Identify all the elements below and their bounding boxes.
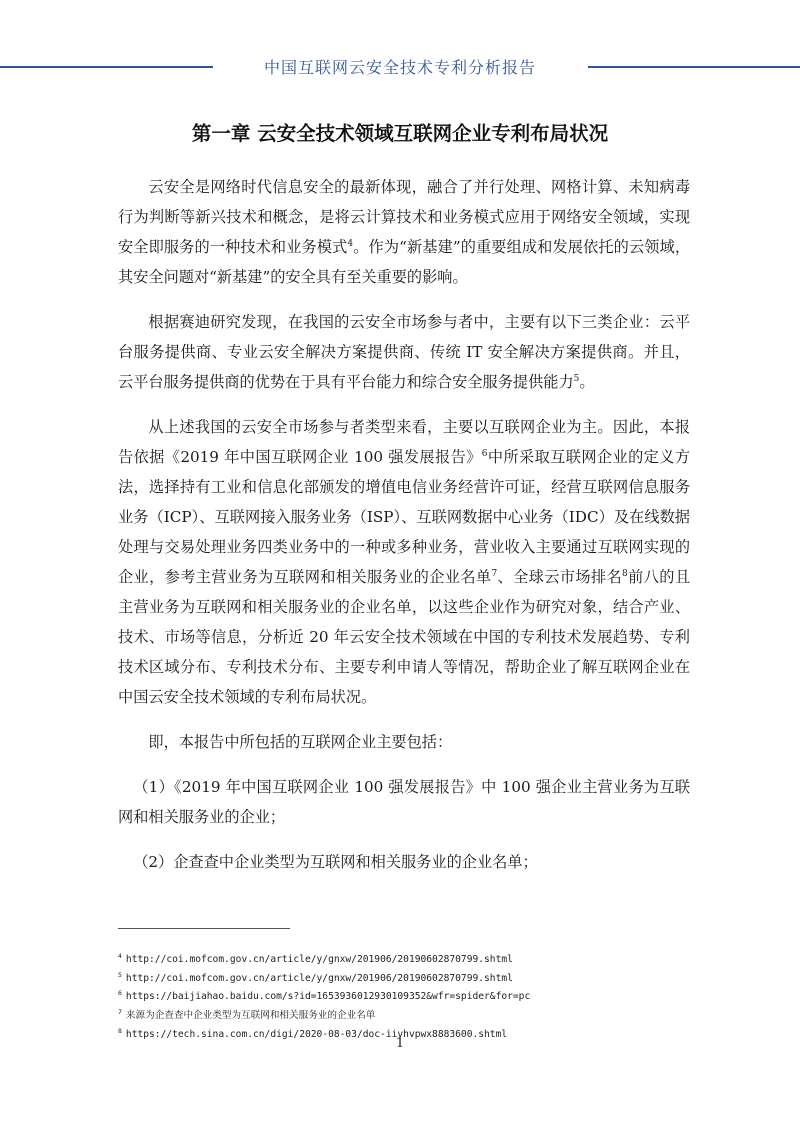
paragraph — [118, 727, 690, 757]
body-text — [118, 172, 690, 892]
footnote-text: http://coi.mofcom.gov.cn/article/y/gnxw/201906/20190602870799.shtml — [125, 954, 513, 966]
paragraph-text: 、全球云市场排名 — [497, 568, 623, 586]
footnote-mark: 5 — [118, 970, 122, 979]
paragraph-text: 云安全是网络时代信息安全的最新体现，融合了并行处理、网格计算、未知病毒行为判断等新兴技术和概念，是将云计算技术和业务模式应用于网络安全领域，实现安全即服务的一种技术和业务模式 — [118, 178, 690, 256]
paragraph-text: 从上述我国的云安全市场参与者类型来看，主要以互联网企业为主。因此，本报告依据《2019 年中国互联网企业 100 强发展报告》 — [118, 418, 690, 466]
paragraph-text: 根据赛迪研究发现，在我国的云安全市场参与者中，主要有以下三类企业：云平台服务提供商、专业云安全解决方案提供商、传统 IT 安全解决方案提供商。并且，云平台服务提供商的优势在于具有平台能力和综合安全服务提供能力 — [118, 313, 690, 391]
paragraph-text: 即，本报告中所包括的互联网企业主要包括： — [148, 733, 453, 751]
footnote-text: https://baijiahao.baidu.com/s?id=1653936012930109352&wfr=spider&for=pc — [125, 991, 531, 1003]
header-title: 中国互联网云安全技术专利分析报告 — [263, 58, 536, 77]
footnote-ref: 7 — [491, 568, 498, 579]
footnote-text: 来源为企查查中企业类型为互联网和相关服务业的企业名单 — [125, 1010, 376, 1022]
footnote-ref: 6 — [481, 448, 488, 459]
footnote-ref: 4 — [347, 238, 354, 249]
footnote-separator — [118, 928, 290, 929]
footnotes — [118, 949, 718, 1042]
chapter-title: 第一章 云安全技术领域互联网企业专利布局状况 — [191, 122, 609, 145]
footnote-mark: 6 — [118, 989, 122, 998]
paragraph-text: 中所采取互联网企业的定义方法，选择持有工业和信息化部颁发的增值电信业务经营许可证，经营互联网信息服务业务（ICP）、互联网接入服务业务（ISP）、互联网数据中心业务（IDC）及在线数据处理与交易处理业务四类业务中的一种或多种业务，营业收入主要通过互联网实现的企业，参考主营业务为互联网和相关服务业的企业名单 — [118, 448, 691, 586]
paragraph — [118, 307, 690, 397]
footnote-text: https://tech.sina.com.cn/digi/2020-08-03/doc-iivhvpwx8883600.shtml — [125, 1028, 508, 1040]
page-number: 1 — [395, 1036, 405, 1051]
footnote-mark: 4 — [118, 952, 122, 960]
footnote-mark: 7 — [118, 1008, 122, 1017]
list-item-text: （1）《2019 年中国互联网企业 100 强发展报告》中 100 强企业主营业务为互联网和相关服务业的企业； — [118, 778, 690, 826]
footnote-ref: 8 — [622, 568, 628, 579]
footnote-mark: 8 — [118, 1026, 122, 1035]
paragraph-text: 。 — [579, 373, 595, 391]
header-rule-right — [588, 66, 800, 68]
paragraph-text: 前八的且主营业务为互联网和相关服务业的企业名单，以这些企业作为研究对象，结合产业、技术、市场等信息，分析近 20 年云安全技术领域在中国的专利技术发展趋势、专利技术区域分布、专利技术分布、主要专利申请人等情况，帮助企业了解互联网企业在中国云安全技术领域的专利布局状况。 — [118, 568, 691, 706]
footnote — [118, 1005, 718, 1024]
list-item — [118, 772, 690, 832]
list-item — [118, 847, 690, 877]
paragraph-text: 。作为“新基建”的重要组成和发展依托的云领域，其安全问题对“新基建”的安全具有至关重要的影响。 — [118, 238, 691, 286]
paragraph — [118, 412, 690, 712]
footnote-ref: 5 — [573, 373, 580, 384]
footnote — [118, 986, 718, 1005]
paragraph — [118, 172, 690, 292]
page-header — [0, 44, 800, 92]
header-rule-left — [0, 66, 213, 68]
footnote-text: http://coi.mofcom.gov.cn/article/y/gnxw/201906/20190602870799.shtml — [125, 972, 513, 984]
footnote — [118, 968, 718, 987]
footnote — [118, 949, 718, 968]
list-item-text: （2）企查查中企业类型为互联网和相关服务业的企业名单； — [133, 853, 538, 871]
